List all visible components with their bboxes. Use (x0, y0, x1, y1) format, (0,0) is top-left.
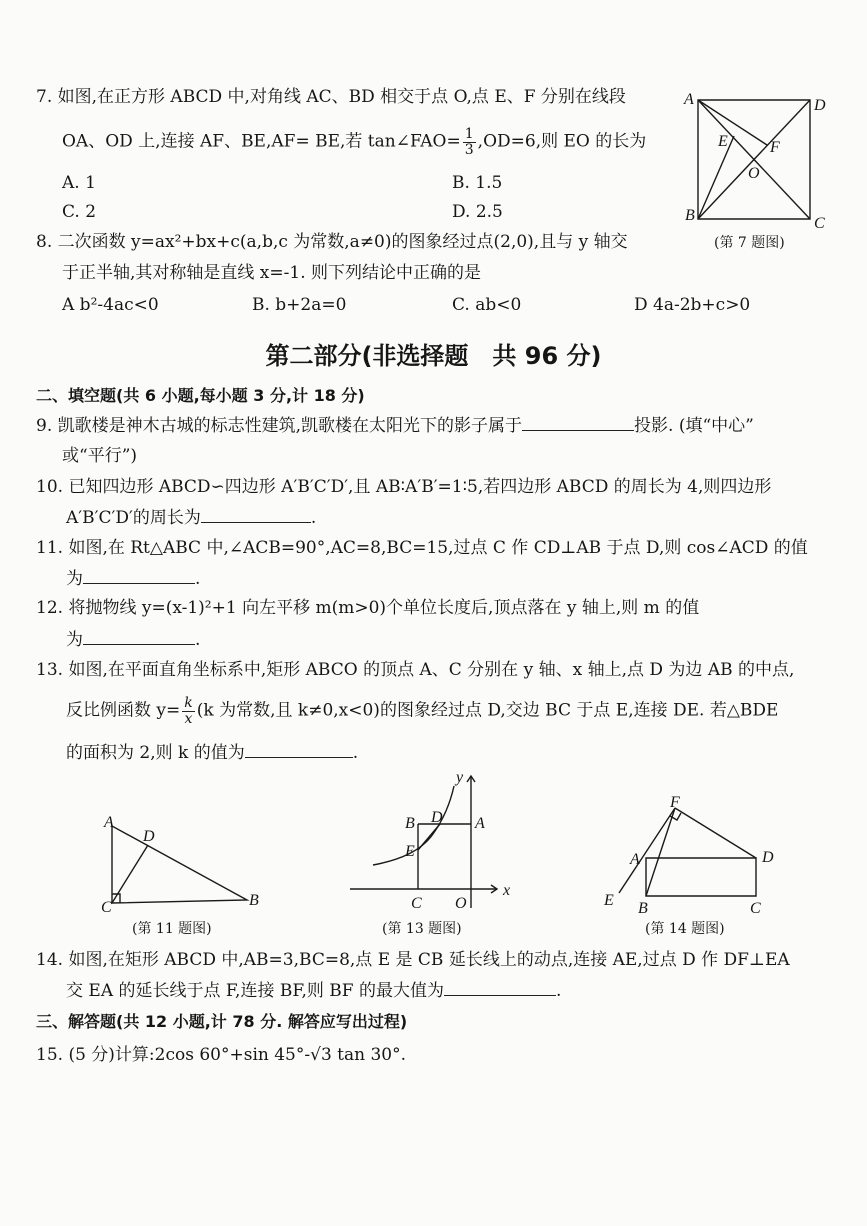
q7-option-c: C. 2 (62, 202, 97, 222)
q15-line: 15. (5 分)计算:2cos 60°+sin 45°-√3 tan 30°. (36, 1045, 407, 1065)
q13-fraction (182, 696, 194, 726)
fig14-label-b: B (638, 900, 648, 916)
q13-text-a: 反比例函数 y= (66, 700, 181, 721)
fig13-label-a: A (475, 815, 485, 832)
figure-11 (95, 808, 275, 914)
q12-text-a: 为 (66, 630, 83, 650)
fig13-label-b: B (405, 815, 415, 832)
q11-text-b: . (195, 569, 201, 589)
q14-answer-blank[interactable] (444, 981, 556, 996)
figure-7 (680, 88, 850, 228)
q8-option-a: A b²-4ac<0 (62, 295, 159, 315)
fig14-label-f: F (670, 794, 680, 811)
q9-line1 (36, 416, 754, 437)
fig14-caption: (第 14 题图) (645, 921, 725, 937)
q7-line2 (62, 127, 646, 157)
q9-line2: 或“平行”) (62, 446, 138, 466)
fig11-label-d: D (143, 828, 155, 845)
q7-option-b: B. 1.5 (452, 173, 503, 193)
fig7-label-e: E (718, 133, 728, 150)
q9-text-a: 9. 凯歌楼是神木古城的标志性建筑,凯歌楼在太阳光下的影子属于 (36, 416, 523, 436)
q14-text-b: . (556, 981, 562, 1001)
q11-text-a: 为 (66, 569, 83, 589)
q14-line1: 14. 如图,在矩形 ABCD 中,AB=3,BC=8,点 E 是 CB 延长线上的动点,连接 AE,过点 D 作 DF⊥EA (36, 950, 790, 970)
q10-text-b: . (310, 508, 317, 528)
fig14-label-d: D (762, 849, 774, 866)
q10-line1: 10. 已知四边形 ABCD∽四边形 A′B′C′D′,且 AB∶A′B′=1∶5,若四边形 ABCD 的周长为 4,则四边形 (36, 477, 772, 497)
q8-line1: 8. 二次函数 y=ax²+bx+c(a,b,c 为常数,a≠0)的图象经过点(2,0),且与 y 轴交 (36, 232, 628, 252)
q8-line2: 于正半轴,其对称轴是直线 x=-1. 则下列结论中正确的是 (62, 263, 482, 283)
fig7-label-d: D (814, 97, 826, 114)
section3-heading: 三、解答题(共 12 小题,计 78 分. 解答应写出过程) (36, 1012, 408, 1031)
fig7-label-f: F (770, 139, 780, 156)
fig13-label-d: D (431, 809, 443, 826)
q7-option-d: D. 2.5 (452, 202, 503, 222)
q12-answer-blank[interactable] (83, 630, 195, 645)
fig11-label-b: B (249, 892, 259, 909)
q10-text-a: A′B′C′D′的周长为 (66, 508, 201, 528)
q10-answer-blank[interactable] (201, 508, 311, 523)
q13-line2 (66, 696, 778, 726)
fig7-label-b: B (685, 207, 695, 224)
q13-line1: 13. 如图,在平面直角坐标系中,矩形 ABCO 的顶点 A、C 分别在 y 轴、x 轴上,点 D 为边 AB 的中点, (36, 660, 795, 680)
fig13-label-e: E (405, 843, 415, 860)
q7-frac-num: 1 (464, 126, 474, 142)
figure-14 (600, 793, 785, 916)
figure-13 (345, 768, 520, 914)
q12-line2 (66, 630, 200, 651)
fig14-label-c: C (750, 900, 761, 916)
q13-frac-num: k (184, 695, 193, 711)
fig7-label-o: O (748, 165, 760, 182)
q14-text-a: 交 EA 的延长线于点 F,连接 BF,则 BF 的最大值为 (66, 981, 444, 1001)
q13-answer-blank[interactable] (245, 743, 353, 758)
q9-text-b: 投影. (填“中心” (634, 416, 754, 436)
fig7-label-a: A (684, 91, 694, 108)
fig11-label-a: A (104, 814, 114, 831)
fig13-label-y: y (456, 769, 464, 786)
fig11-label-c: C (101, 899, 112, 914)
q14-line2 (66, 981, 561, 1002)
q9-answer-blank[interactable] (522, 416, 634, 431)
q12-line1: 12. 将抛物线 y=(x-1)²+1 向左平移 m(m>0)个单位长度后,顶点落在 y 轴上,则 m 的值 (36, 598, 700, 618)
q7-line1: 7. 如图,在正方形 ABCD 中,对角线 AC、BD 相交于点 O,点 E、F 分别在线段 (36, 87, 626, 107)
q13-text-d: . (352, 743, 359, 763)
q13-line3 (66, 743, 358, 764)
q8-option-b: B. b+2a=0 (252, 295, 347, 315)
q11-line1: 11. 如图,在 Rt△ABC 中,∠ACB=90°,AC=8,BC=15,过点 C 作 CD⊥AB 于点 D,则 cos∠ACD 的值 (36, 538, 808, 558)
q8-option-d: D 4a-2b+c>0 (634, 295, 751, 315)
q13-text-b: (k 为常数,且 k≠0,x<0)的图象经过点 D,交边 BC 于点 E,连接 DE. 若△BDE (196, 700, 779, 721)
section2-heading: 二、填空题(共 6 小题,每小题 3 分,计 18 分) (36, 386, 365, 405)
fig14-label-e: E (604, 892, 614, 909)
q12-text-b: . (195, 630, 201, 650)
fig11-caption: (第 11 题图) (132, 921, 212, 937)
fig13-label-o: O (455, 895, 467, 912)
q13-frac-den: x (184, 710, 193, 727)
q10-line2 (66, 508, 316, 529)
q13-text-c: 的面积为 2,则 k 的值为 (66, 743, 245, 763)
q7-line2-text-a: OA、OD 上,连接 AF、BE,AF= BE,若 tan∠FAO= (62, 131, 461, 152)
fig13-label-x: x (503, 882, 511, 899)
fig14-label-a: A (630, 851, 640, 868)
q7-frac-den: 3 (464, 141, 474, 158)
part2-title: 第二部分(非选择题 共 96 分) (265, 342, 602, 370)
q7-fraction (463, 127, 476, 157)
q7-option-a: A. 1 (62, 173, 96, 193)
fig7-caption: (第 7 题图) (714, 235, 785, 251)
q7-line2-text-b: ,OD=6,则 EO 的长为 (477, 131, 647, 152)
fig7-label-c: C (814, 215, 825, 228)
q11-answer-blank[interactable] (83, 569, 195, 584)
fig13-caption: (第 13 题图) (382, 921, 462, 937)
q11-line2 (66, 569, 200, 590)
fig13-label-c: C (411, 895, 422, 912)
q8-option-c: C. ab<0 (452, 295, 522, 315)
